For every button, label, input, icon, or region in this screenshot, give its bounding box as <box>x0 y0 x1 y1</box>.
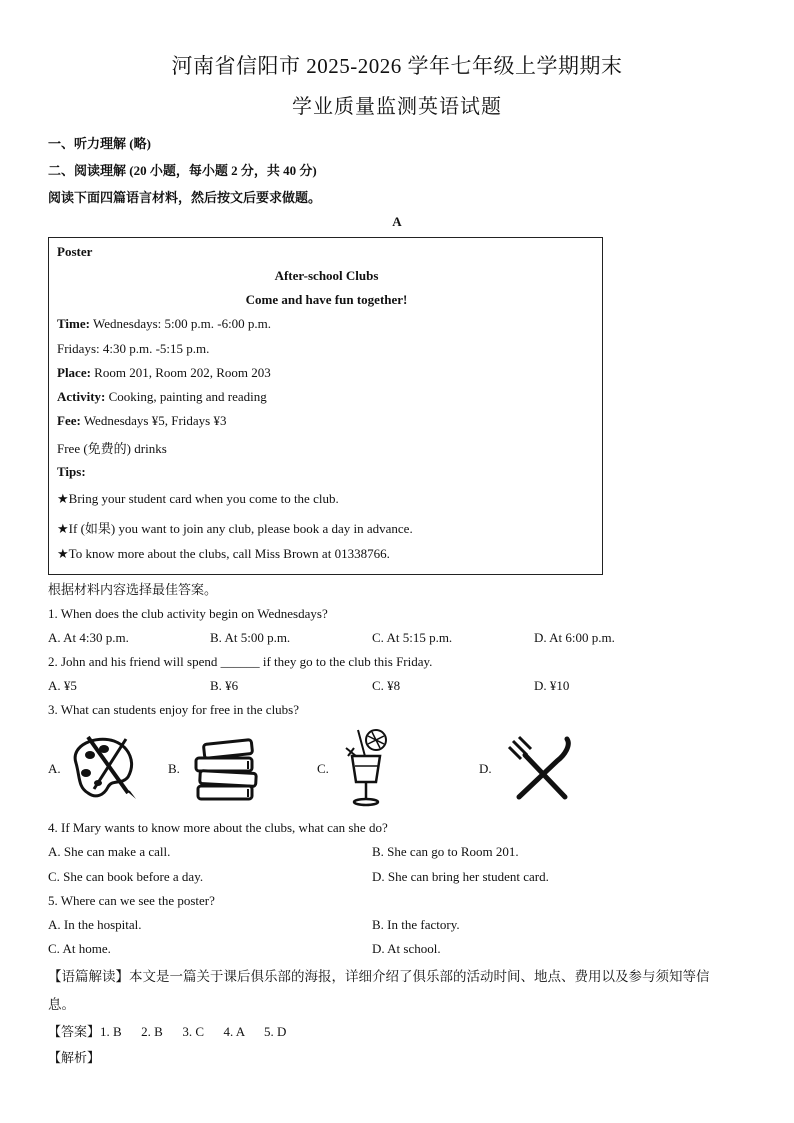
activity-key: Activity: <box>57 389 106 404</box>
q4-option-c: C. She can book before a day. <box>48 869 204 884</box>
place-key: Place: <box>57 365 91 380</box>
q1-option-a: A. At 4:30 p.m. <box>48 630 129 645</box>
exam-subtitle: 学业质量监测英语试题 <box>292 96 502 118</box>
poster-tip-1: ★Bring your student card when you come to the club. <box>57 491 339 506</box>
question-intro: 根据材料内容选择最佳答案。 <box>48 582 218 597</box>
q4-option-a: A. She can make a call. <box>48 844 171 859</box>
passage-analysis-cont: 息。 <box>48 997 75 1012</box>
exam-title: 河南省信阳市 2025-2026 学年七年级上学期期末 <box>171 54 623 78</box>
paint-palette-icon <box>66 733 140 801</box>
passage-label: A <box>392 214 402 229</box>
q2-option-b: B. ¥6 <box>210 678 239 693</box>
reading-instruction: 阅读下面四篇语言材料，然后按文后要求做题。 <box>48 190 322 205</box>
q3-option-d: D. <box>479 761 492 776</box>
q5-option-a: A. In the hospital. <box>48 917 142 932</box>
q2-option-a: A. ¥5 <box>48 678 77 693</box>
passage-analysis: 【语篇解读】本文是一篇关于课后俱乐部的海报，详细介绍了俱乐部的活动时间、地点、费用以及参与须知等信 <box>48 969 710 984</box>
q4-option-b: B. She can go to Room 201. <box>372 844 519 859</box>
q4-stem: 4. If Mary wants to know more about the clubs, what can she do? <box>48 820 388 835</box>
q5-option-b: B. In the factory. <box>372 917 460 932</box>
cocktail-drink-icon <box>338 726 398 810</box>
poster-tip-2: ★If (如果) you want to join any club, please book a day in advance. <box>57 521 413 536</box>
time-value: Wednesdays: 5:00 p.m. -6:00 p.m. <box>89 316 272 331</box>
poster-label: Poster <box>57 244 93 259</box>
q2-option-d: D. ¥10 <box>534 678 570 693</box>
q5-option-d: D. At school. <box>372 941 441 956</box>
q5-option-c: C. At home. <box>48 941 111 956</box>
poster-free-drinks: Free (免费的) drinks <box>57 441 167 456</box>
q4-option-d: D. She can bring her student card. <box>372 869 549 884</box>
q2-stem: 2. John and his friend will spend ______ if they go to the club this Friday. <box>48 654 433 669</box>
section-reading: 二、阅读理解 (20 小题，每小题 2 分，共 40 分) <box>48 163 317 178</box>
poster-heading: After-school Clubs <box>274 268 379 283</box>
answer-key: 【答案】1. B 2. B 3. C 4. A 5. D <box>48 1024 287 1039</box>
section-listening: 一、听力理解 (略) <box>48 136 151 151</box>
q5-stem: 5. Where can we see the poster? <box>48 893 215 908</box>
q1-stem: 1. When does the club activity begin on Wednesdays? <box>48 606 328 621</box>
poster-time <box>57 316 271 332</box>
poster-tip-3: ★To know more about the clubs, call Miss Brown at 01338766. <box>57 546 390 561</box>
poster-time-fridays: Fridays: 4:30 p.m. -5:15 p.m. <box>57 341 210 356</box>
books-stack-icon <box>190 738 264 802</box>
poster-place <box>57 365 271 381</box>
poster-tips-heading: Tips: <box>57 464 86 479</box>
q2-option-c: C. ¥8 <box>372 678 401 693</box>
q3-option-a: A. <box>48 761 61 776</box>
fork-knife-icon <box>505 735 573 803</box>
place-value: Room 201, Room 202, Room 203 <box>90 365 271 380</box>
q3-option-c: C. <box>317 761 329 776</box>
poster-fee <box>57 413 227 429</box>
poster-slogan: Come and have fun together! <box>245 292 408 307</box>
q3-stem: 3. What can students enjoy for free in the clubs? <box>48 702 300 717</box>
fee-key: Fee: <box>57 413 81 428</box>
q1-option-b: B. At 5:00 p.m. <box>210 630 291 645</box>
time-key: Time: <box>57 316 90 331</box>
fee-value: Wednesdays ¥5, Fridays ¥3 <box>80 413 227 428</box>
q1-option-d: D. At 6:00 p.m. <box>534 630 615 645</box>
poster-activity <box>57 389 267 405</box>
activity-value: Cooking, painting and reading <box>105 389 267 404</box>
q1-option-c: C. At 5:15 p.m. <box>372 630 453 645</box>
club-poster <box>48 237 603 575</box>
q3-option-b: B. <box>168 761 180 776</box>
explanation-heading: 【解析】 <box>48 1050 101 1065</box>
